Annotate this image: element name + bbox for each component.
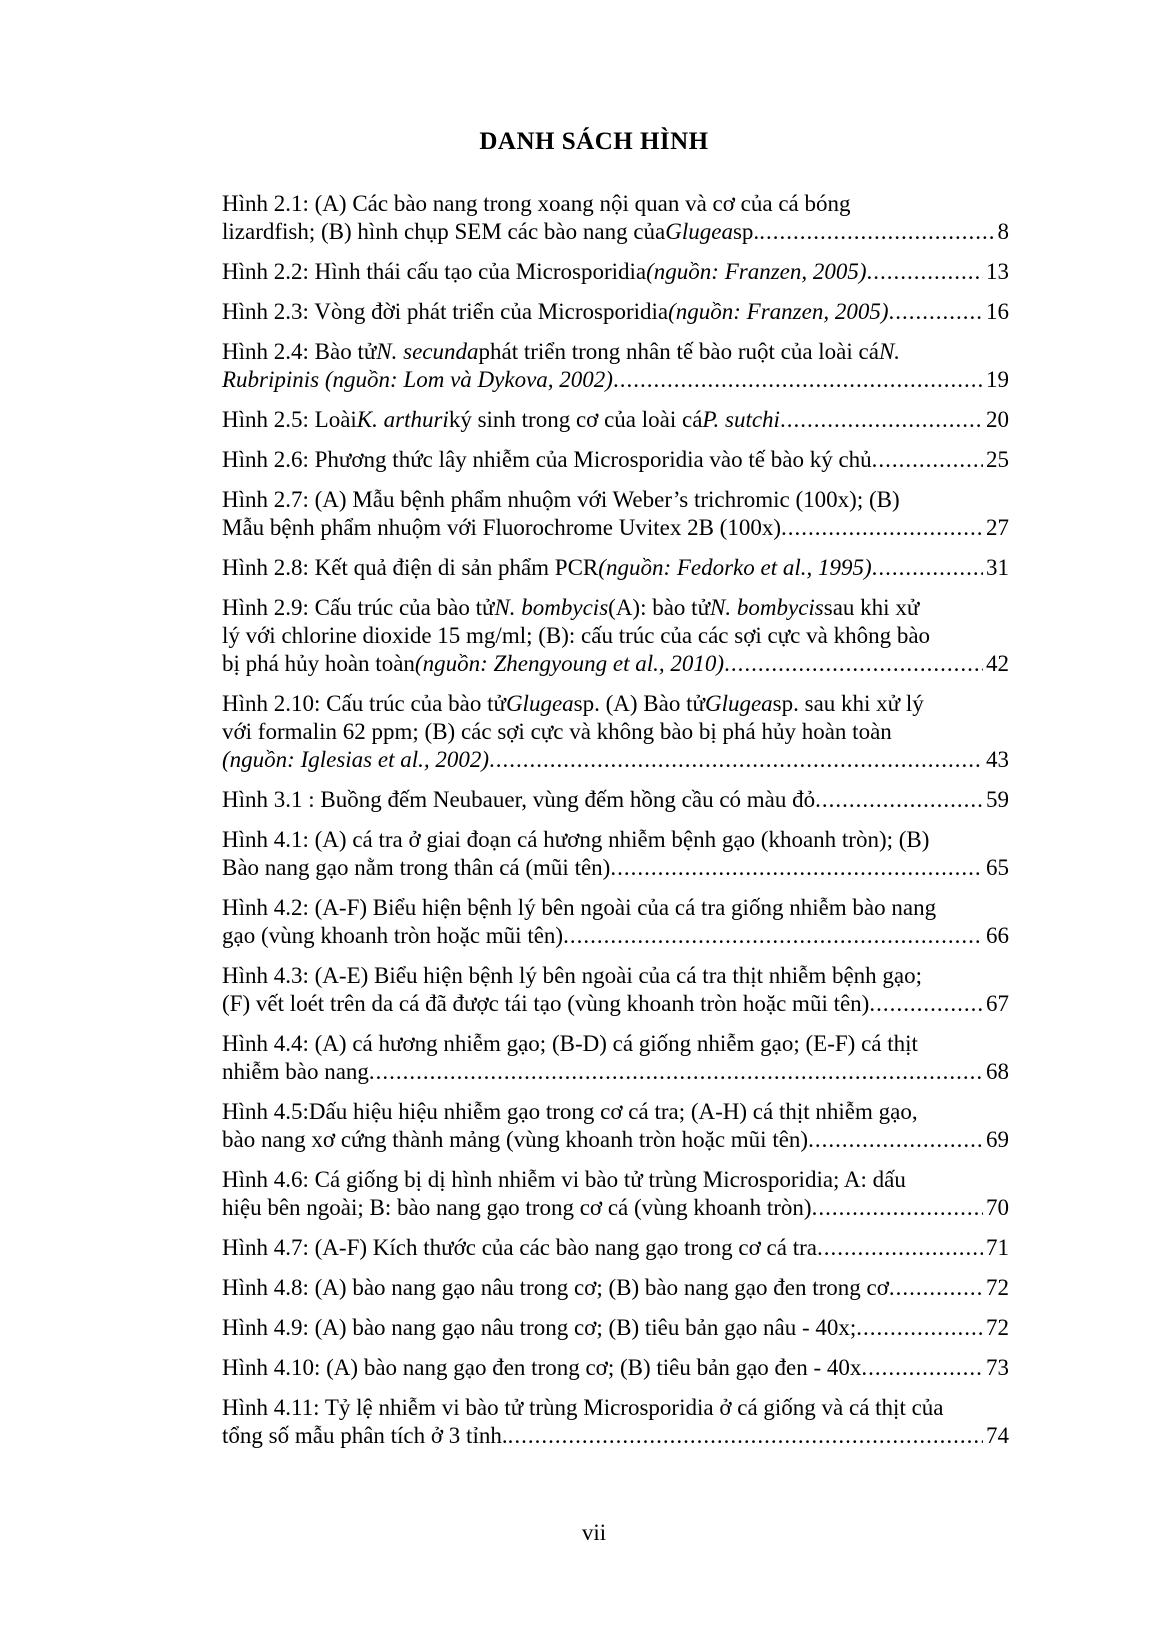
figure-caption-italic: (nguồn: Franzen, 2005)	[646, 259, 867, 284]
figure-entry[interactable]	[222, 1098, 1009, 1154]
figure-entry[interactable]	[222, 554, 1009, 582]
figure-entry[interactable]	[222, 1354, 1009, 1382]
figure-entry[interactable]	[222, 338, 1009, 394]
figure-entry[interactable]	[222, 1314, 1009, 1342]
figure-page-ref: 67	[986, 991, 1009, 1016]
figure-caption-text: ký sinh trong cơ của loài cá	[448, 407, 703, 432]
figure-entry-line	[222, 1126, 1009, 1154]
figure-list	[222, 190, 1009, 1462]
dot-leader	[759, 218, 994, 246]
figure-entry-line	[222, 594, 1009, 622]
figure-entry-line	[222, 1422, 1009, 1450]
figure-caption-italic: (nguồn: Zhengyoung et al., 2010)	[414, 651, 725, 676]
page-title: DANH SÁCH HÌNH	[479, 128, 709, 155]
figure-caption-italic: Glugea	[704, 691, 773, 716]
figure-caption-italic: Rubripinis (nguồn: Lom và Dykova, 2002)	[222, 367, 613, 392]
dot-leader	[872, 554, 983, 582]
figure-page-ref: 8	[997, 219, 1009, 244]
figure-caption-text: Hình 2.6: Phương thức lây nhiễm của Microsporidia vào tế bào ký chủ	[222, 447, 872, 472]
figure-caption-text: Hình 4.3: (A-E) Biểu hiện bệnh lý bên ngoài của cá tra thịt nhiễm bệnh gạo;	[222, 963, 923, 988]
figure-caption-text: Hình 2.9: Cấu trúc của bào tử	[222, 595, 495, 620]
figure-entry[interactable]	[222, 258, 1009, 286]
figure-entry-line	[222, 786, 1009, 814]
figure-page-ref: 71	[986, 1235, 1009, 1260]
figure-caption-italic: P. sutchi	[702, 407, 780, 432]
figure-page-ref: 73	[986, 1355, 1009, 1380]
figure-caption-text: bị phá hủy hoàn toàn	[222, 651, 415, 676]
dot-leader	[889, 1274, 983, 1302]
dot-leader	[861, 1354, 983, 1382]
figure-page-ref: 19	[986, 367, 1009, 392]
figure-page-ref: 13	[986, 259, 1009, 284]
figure-entry-line	[222, 1274, 1009, 1302]
figure-page-ref: 31	[986, 555, 1009, 580]
figure-entry-line	[222, 190, 1009, 218]
figure-entry[interactable]	[222, 786, 1009, 814]
figure-caption-text: Hình 2.2: Hình thái cấu tạo của Microsporidia	[222, 259, 647, 284]
figure-entry[interactable]	[222, 1030, 1009, 1086]
figure-page-ref: 42	[986, 651, 1009, 676]
figure-entry-line	[222, 298, 1009, 326]
figure-page-ref: 68	[986, 1059, 1009, 1084]
figure-page-ref: 72	[986, 1315, 1009, 1340]
figure-entry-line	[222, 514, 1009, 542]
figure-page-ref: 70	[986, 1195, 1009, 1220]
figure-entry-line	[222, 922, 1009, 950]
figure-entry-line	[222, 218, 1009, 246]
figure-entry[interactable]	[222, 826, 1009, 882]
dot-leader	[856, 1314, 983, 1342]
figure-caption-text: Hình 4.4: (A) cá hương nhiễm gạo; (B-D) cá giống nhiễm gạo; (E-F) cá thịt	[222, 1031, 918, 1056]
figure-caption-text: Hình 4.5:Dấu hiệu hiệu nhiễm gạo trong cơ cá tra; (A-H) cá thịt nhiễm gạo,	[222, 1099, 918, 1124]
figure-entry[interactable]	[222, 1394, 1009, 1450]
figure-caption-text: Hình 2.4: Bào tử	[222, 339, 377, 364]
figure-entry[interactable]	[222, 1234, 1009, 1262]
figure-caption-text: nhiễm bào nang	[222, 1059, 369, 1084]
figure-page-ref: 20	[986, 407, 1009, 432]
dot-leader	[867, 258, 983, 286]
figure-caption-italic: N.	[878, 339, 901, 364]
figure-caption-text: Bào nang gạo nằm trong thân cá (mũi tên)	[222, 855, 611, 880]
figure-caption-text: Hình 3.1 : Buồng đếm Neubauer, vùng đếm hồng cầu có màu đỏ	[222, 787, 816, 812]
figure-entry-line	[222, 894, 1009, 922]
figure-entry-line	[222, 1166, 1009, 1194]
figure-entry[interactable]	[222, 690, 1009, 774]
figure-page-ref: 69	[986, 1127, 1009, 1152]
figure-entry-line	[222, 486, 1009, 514]
figure-entry-line	[222, 1194, 1009, 1222]
figure-caption-text: sp. sau khi xử lý	[772, 691, 924, 716]
figure-caption-italic: Glugea	[665, 219, 733, 244]
dot-leader	[508, 1422, 983, 1450]
figure-caption-italic: N. bombycis	[710, 595, 824, 620]
figure-caption-italic: K. arthuri	[356, 407, 449, 432]
figure-page-ref: 16	[986, 299, 1009, 324]
dot-leader	[812, 1194, 983, 1222]
figure-page-ref: 25	[986, 447, 1009, 472]
figure-caption-text: sp.	[732, 219, 760, 244]
dot-leader	[889, 298, 984, 326]
figure-page-ref: 27	[986, 515, 1009, 540]
dot-leader	[610, 854, 983, 882]
figure-caption-text: Hình 2.3: Vòng đời phát triển của Microsporidia	[222, 299, 669, 324]
figure-caption-text: bào nang xơ cứng thành mảng (vùng khoanh tròn hoặc mũi tên)	[222, 1127, 809, 1152]
figure-entry-line	[222, 650, 1009, 678]
figure-caption-text: sp. (A) Bào tử	[573, 691, 705, 716]
figure-entry-line	[222, 366, 1009, 394]
figure-caption-text: gạo (vùng khoanh tròn hoặc mũi tên)	[222, 923, 564, 948]
figure-entry[interactable]	[222, 446, 1009, 474]
figure-entry-line	[222, 1394, 1009, 1422]
figure-entry[interactable]	[222, 486, 1009, 542]
figure-page-ref: 65	[986, 855, 1009, 880]
figure-page-ref: 59	[986, 787, 1009, 812]
figure-entry-line	[222, 554, 1009, 582]
figure-entry-line	[222, 1234, 1009, 1262]
figure-caption-text: (F) vết loét trên da cá đã được tái tạo (vùng khoanh tròn hoặc mũi tên)	[222, 991, 870, 1016]
dot-leader	[872, 446, 983, 474]
figure-caption-text: Hình 4.8: (A) bào nang gạo nâu trong cơ; (B) bào nang gạo đen trong cơ	[222, 1275, 889, 1300]
figure-caption-text: lý với chlorine dioxide 15 mg/ml; (B): cấu trúc của các sợi cực và không bào	[222, 623, 931, 648]
figure-caption-italic: N. bombycis	[494, 595, 609, 620]
dot-leader	[369, 1058, 983, 1086]
figure-entry-line	[222, 1058, 1009, 1086]
figure-entry-line	[222, 338, 1009, 366]
figure-entry-line	[222, 1098, 1009, 1126]
figure-caption-italic: (nguồn: Fedorko et al., 1995)	[598, 555, 872, 580]
dot-leader	[808, 1126, 983, 1154]
figure-caption-text: Hình 4.9: (A) bào nang gạo nâu trong cơ; (B) tiêu bản gạo nâu - 40x;	[222, 1315, 857, 1340]
dot-leader	[869, 990, 983, 1018]
page-number: vii	[581, 1520, 607, 1545]
figure-page-ref: 72	[986, 1275, 1009, 1300]
figure-entry-line	[222, 962, 1009, 990]
figure-entry[interactable]	[222, 1274, 1009, 1302]
figure-entry-line	[222, 446, 1009, 474]
figure-caption-text: Hình 2.5: Loài	[222, 407, 357, 432]
figure-page-ref: 74	[986, 1423, 1009, 1448]
figure-caption-text: Hình 2.1: (A) Các bào nang trong xoang nội quan và cơ của cá bóng	[222, 191, 851, 216]
figure-entry[interactable]	[222, 298, 1009, 326]
figure-entry-line	[222, 622, 1009, 650]
figure-caption-text: Hình 2.7: (A) Mẫu bệnh phẩm nhuộm với Weber’s trichromic (100x); (B)	[222, 487, 900, 512]
figure-page-ref: 66	[986, 923, 1009, 948]
figure-entry-line	[222, 746, 1009, 774]
dot-leader	[563, 922, 983, 950]
figure-entry-line	[222, 990, 1009, 1018]
figure-entry[interactable]	[222, 1166, 1009, 1222]
figure-caption-text: Hình 4.11: Tỷ lệ nhiễm vi bào tử trùng Microsporidia ở cá giống và cá thịt của	[222, 1395, 944, 1420]
figure-caption-text: tổng số mẫu phân tích ở 3 tỉnh.	[222, 1423, 508, 1448]
figure-caption-text: Mẫu bệnh phẩm nhuộm với Fluorochrome Uvitex 2B (100x)	[222, 515, 781, 540]
figure-caption-text: phát triển trong nhân tế bào ruột của loài cá	[478, 339, 879, 364]
dot-leader	[613, 366, 983, 394]
dot-leader	[780, 406, 983, 434]
dot-leader	[489, 746, 983, 774]
figure-caption-italic: Glugea	[505, 691, 574, 716]
figure-entry-line	[222, 854, 1009, 882]
figure-entry-line	[222, 406, 1009, 434]
figure-caption-text: Hình 4.10: (A) bào nang gạo đen trong cơ; (B) tiêu bản gạo đen - 40x	[222, 1355, 862, 1380]
figure-entry[interactable]	[222, 190, 1009, 246]
figure-caption-text: với formalin 62 ppm; (B) các sợi cực và không bào bị phá hủy hoàn toàn	[222, 719, 892, 744]
figure-caption-italic: (nguồn: Iglesias et al., 2002)	[222, 747, 490, 772]
figure-entry-line	[222, 826, 1009, 854]
dot-leader	[724, 650, 983, 678]
figure-caption-text: sau khi xử	[823, 595, 920, 620]
figure-entry-line	[222, 1354, 1009, 1382]
figure-caption-text: Hình 2.10: Cấu trúc của bào tử	[222, 691, 506, 716]
figure-caption-italic: N. secunda	[376, 339, 479, 364]
figure-caption-text: Hình 4.2: (A-F) Biểu hiện bệnh lý bên ngoài của cá tra giống nhiễm bào nang	[222, 895, 937, 920]
figure-caption-text: lizardfish; (B) hình chụp SEM các bào nang của	[222, 219, 666, 244]
dot-leader	[781, 514, 983, 542]
figure-entry-line	[222, 1314, 1009, 1342]
dot-leader	[817, 1234, 983, 1262]
figure-caption-italic: (nguồn: Franzen, 2005)	[668, 299, 889, 324]
figure-entry-line	[222, 1030, 1009, 1058]
figure-caption-text: Hình 4.7: (A-F) Kích thước của các bào nang gạo trong cơ cá tra	[222, 1235, 817, 1260]
figure-entry-line	[222, 690, 1009, 718]
figure-entry-line	[222, 718, 1009, 746]
figure-caption-text: Hình 4.1: (A) cá tra ở giai đoạn cá hương nhiễm bệnh gạo (khoanh tròn); (B)	[222, 827, 930, 852]
figure-entry[interactable]	[222, 894, 1009, 950]
figure-entry[interactable]	[222, 406, 1009, 434]
dot-leader	[815, 786, 983, 814]
figure-entry-line	[222, 258, 1009, 286]
figure-caption-text: Hình 4.6: Cá giống bị dị hình nhiễm vi bào tử trùng Microsporidia; A: dấu	[222, 1167, 906, 1192]
figure-caption-text: (A): bào tử	[608, 595, 711, 620]
figure-entry[interactable]	[222, 962, 1009, 1018]
figure-caption-text: hiệu bên ngoài; B: bào nang gạo trong cơ cá (vùng khoanh tròn)	[222, 1195, 812, 1220]
figure-page-ref: 43	[986, 747, 1009, 772]
figure-entry[interactable]	[222, 594, 1009, 678]
figure-caption-text: Hình 2.8: Kết quả điện di sản phẩm PCR	[222, 555, 599, 580]
